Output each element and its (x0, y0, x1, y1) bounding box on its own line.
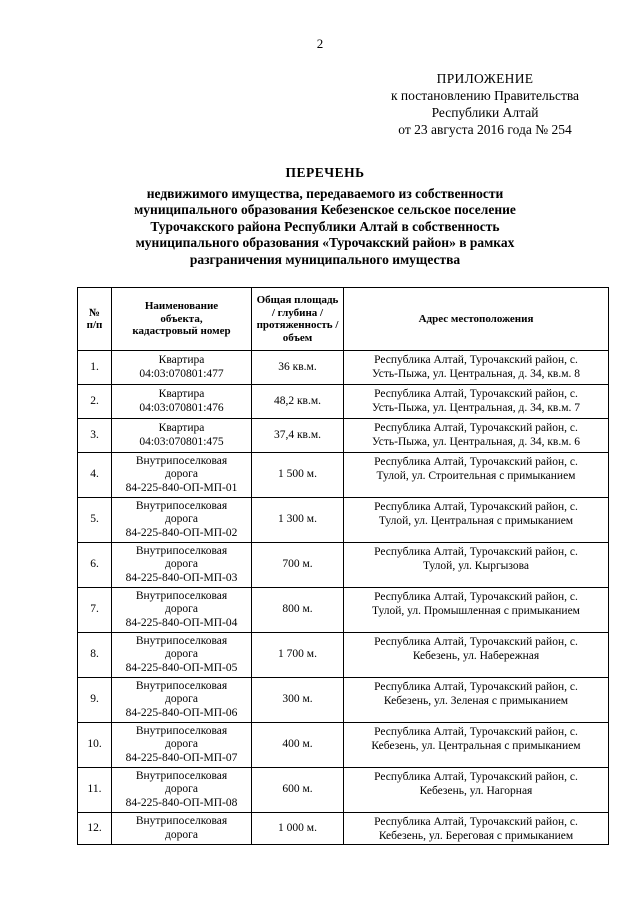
object-area: 1 000 м. (252, 813, 344, 845)
object-address-line: Тулой, ул. Промышленная с примыканием (372, 604, 580, 617)
object-address (344, 768, 609, 813)
document-title (60, 165, 590, 268)
header-name (112, 288, 252, 351)
object-address-line: Республика Алтай, Турочакский район, с. (374, 591, 578, 603)
row-number: 9. (78, 678, 112, 723)
table-row (78, 723, 609, 768)
object-name-line: Квартира (158, 354, 205, 366)
object-name-line: Внутрипоселковая (135, 724, 228, 737)
table-row (78, 543, 609, 588)
header-name-line: объекта, (160, 312, 203, 325)
header-num-line: № (88, 306, 101, 319)
object-area: 36 кв.м. (252, 351, 344, 385)
object-address-line: Тулой, ул. Кыргызова (422, 559, 530, 572)
table-row (78, 768, 609, 813)
object-name-line: Внутрипоселковая (135, 499, 228, 512)
header-area (252, 288, 344, 351)
row-number: 10. (78, 723, 112, 768)
object-address (344, 633, 609, 678)
object-name (112, 543, 252, 588)
object-address-line: Кебезень, ул. Центральная с примыканием (371, 739, 581, 752)
object-name-line: 04:03:070801:476 (139, 401, 224, 414)
object-name (112, 453, 252, 498)
object-address (344, 419, 609, 453)
object-name-line: дорога (165, 603, 198, 616)
object-name-line: 04:03:070801:475 (139, 435, 224, 448)
title-line-5: разграничения муниципального имущества (189, 251, 461, 267)
object-name (112, 723, 252, 768)
row-number: 11. (78, 768, 112, 813)
appendix-line-2: Республики Алтай (431, 105, 539, 120)
row-number: 3. (78, 419, 112, 453)
object-name-line: Внутрипоселковая (135, 634, 228, 647)
table-row (78, 633, 609, 678)
row-number: 2. (78, 385, 112, 419)
object-name-line: 84-225-840-ОП-МП-06 (125, 706, 238, 719)
row-number: 4. (78, 453, 112, 498)
object-address-line: Республика Алтай, Турочакский район, с. (374, 354, 578, 366)
object-address-line: Кебезень, ул. Зеленая с примыканием (383, 694, 569, 707)
object-name (112, 633, 252, 678)
object-address (344, 678, 609, 723)
object-address (344, 385, 609, 419)
object-name-line: дорога (165, 783, 198, 796)
title-line-2: муниципального образования Кебезенское сельское поселение (134, 202, 516, 217)
object-address-line: Тулой, ул. Строительная с примыканием (376, 469, 576, 482)
object-name-line: Внутрипоселковая (135, 815, 228, 827)
object-name-line: Квартира (158, 422, 205, 434)
object-area: 48,2 кв.м. (252, 385, 344, 419)
object-name-line: 84-225-840-ОП-МП-04 (125, 616, 238, 629)
object-address (344, 453, 609, 498)
object-name-line: дорога (165, 738, 198, 751)
object-name (112, 768, 252, 813)
object-address-line: Республика Алтай, Турочакский район, с. (374, 771, 578, 783)
object-area: 1 500 м. (252, 453, 344, 498)
object-name-line: Внутрипоселковая (135, 769, 228, 782)
object-name (112, 385, 252, 419)
object-address-line: Республика Алтай, Турочакский район, с. (374, 816, 578, 828)
object-address-line: Кебезень, ул. Нагорная (419, 784, 533, 797)
object-name-line: дорога (165, 693, 198, 706)
title-heading: ПЕРЕЧЕНЬ (285, 165, 365, 180)
object-name-line: дорога (165, 648, 198, 661)
object-name-line: 84-225-840-ОП-МП-07 (125, 751, 238, 764)
object-address (344, 588, 609, 633)
object-area: 400 м. (252, 723, 344, 768)
object-name (112, 498, 252, 543)
row-number: 12. (78, 813, 112, 845)
header-area-line: Общая площадь (256, 294, 339, 306)
appendix-line-3: от 23 августа 2016 года № 254 (398, 122, 572, 137)
table-row (78, 813, 609, 845)
object-address-line: Республика Алтай, Турочакский район, с. (374, 388, 578, 400)
object-address (344, 723, 609, 768)
object-address-line: Усть-Пыжа, ул. Центральная, д. 34, кв.м. 6 (371, 435, 581, 448)
object-address-line: Республика Алтай, Турочакский район, с. (374, 726, 578, 738)
header-area-line: протяженность / (256, 319, 339, 331)
object-address-line: Республика Алтай, Турочакский район, с. (374, 636, 578, 648)
object-area: 800 м. (252, 588, 344, 633)
header-name-line: Наименование (144, 300, 219, 313)
object-name-line: 84-225-840-ОП-МП-03 (125, 571, 238, 584)
object-address (344, 498, 609, 543)
appendix-heading: ПРИЛОЖЕНИЕ (436, 71, 534, 86)
object-name-line: Внутрипоселковая (135, 454, 228, 467)
table-row (78, 419, 609, 453)
object-address-line: Тулой, ул. Центральная с примыканием (378, 514, 574, 527)
object-address-line: Республика Алтай, Турочакский район, с. (374, 681, 578, 693)
object-address-line: Усть-Пыжа, ул. Центральная, д. 34, кв.м. 7 (371, 401, 581, 414)
row-number: 6. (78, 543, 112, 588)
object-name-line: 84-225-840-ОП-МП-01 (125, 481, 238, 494)
object-name-line: дорога (165, 828, 198, 841)
title-line-1: недвижимого имущества, передаваемого из собственности (146, 185, 504, 201)
row-number: 7. (78, 588, 112, 633)
header-area-line: / глубина / (271, 306, 324, 319)
object-address-line: Кебезень, ул. Береговая с примыканием (378, 829, 574, 842)
object-name-line: дорога (165, 513, 198, 526)
title-line-3: Турочакского района Республики Алтай в собственность (150, 218, 500, 234)
object-name-line: Внутрипоселковая (135, 589, 228, 602)
object-address-line: Республика Алтай, Турочакский район, с. (374, 456, 578, 468)
header-address: Адрес местоположения (344, 288, 609, 351)
object-address-line: Республика Алтай, Турочакский район, с. (374, 501, 578, 513)
object-area: 37,4 кв.м. (252, 419, 344, 453)
object-name (112, 813, 252, 845)
object-area: 300 м. (252, 678, 344, 723)
table-row (78, 351, 609, 385)
appendix-block (360, 70, 610, 138)
object-name-line: Внутрипоселковая (135, 544, 228, 557)
object-name-line: 84-225-840-ОП-МП-05 (125, 661, 238, 674)
object-address-line: Кебезень, ул. Набережная (412, 649, 540, 662)
object-name-line: 04:03:070801:477 (139, 367, 224, 380)
object-name (112, 351, 252, 385)
row-number: 1. (78, 351, 112, 385)
title-line-4: муниципального образования «Турочакский район» в рамках (135, 235, 515, 250)
header-num-line: п/п (86, 319, 103, 331)
page-number: 2 (316, 36, 324, 51)
object-address (344, 813, 609, 845)
object-name-line: дорога (165, 558, 198, 571)
header-area-line: объем (282, 331, 313, 344)
object-address-line: Усть-Пыжа, ул. Центральная, д. 34, кв.м. 8 (371, 367, 581, 380)
appendix-line-1: к постановлению Правительства (390, 88, 580, 103)
object-area: 600 м. (252, 768, 344, 813)
object-address (344, 543, 609, 588)
row-number: 8. (78, 633, 112, 678)
object-address-line: Республика Алтай, Турочакский район, с. (374, 422, 578, 434)
table-row (78, 453, 609, 498)
table-header-row (78, 288, 609, 351)
object-area: 1 700 м. (252, 633, 344, 678)
object-name (112, 588, 252, 633)
object-name (112, 419, 252, 453)
object-address (344, 351, 609, 385)
table-row (78, 498, 609, 543)
row-number: 5. (78, 498, 112, 543)
object-name (112, 678, 252, 723)
object-area: 1 300 м. (252, 498, 344, 543)
object-address-line: Республика Алтай, Турочакский район, с. (374, 546, 578, 558)
object-name-line: 84-225-840-ОП-МП-02 (125, 526, 238, 539)
object-name-line: Внутрипоселковая (135, 679, 228, 692)
object-name-line: 84-225-840-ОП-МП-08 (125, 796, 238, 809)
property-table (77, 287, 609, 845)
table-row (78, 385, 609, 419)
object-name-line: Квартира (158, 388, 205, 400)
table-row (78, 678, 609, 723)
header-name-line: кадастровый номер (132, 325, 231, 338)
header-num (78, 288, 112, 351)
table-row (78, 588, 609, 633)
object-area: 700 м. (252, 543, 344, 588)
object-name-line: дорога (165, 468, 198, 481)
